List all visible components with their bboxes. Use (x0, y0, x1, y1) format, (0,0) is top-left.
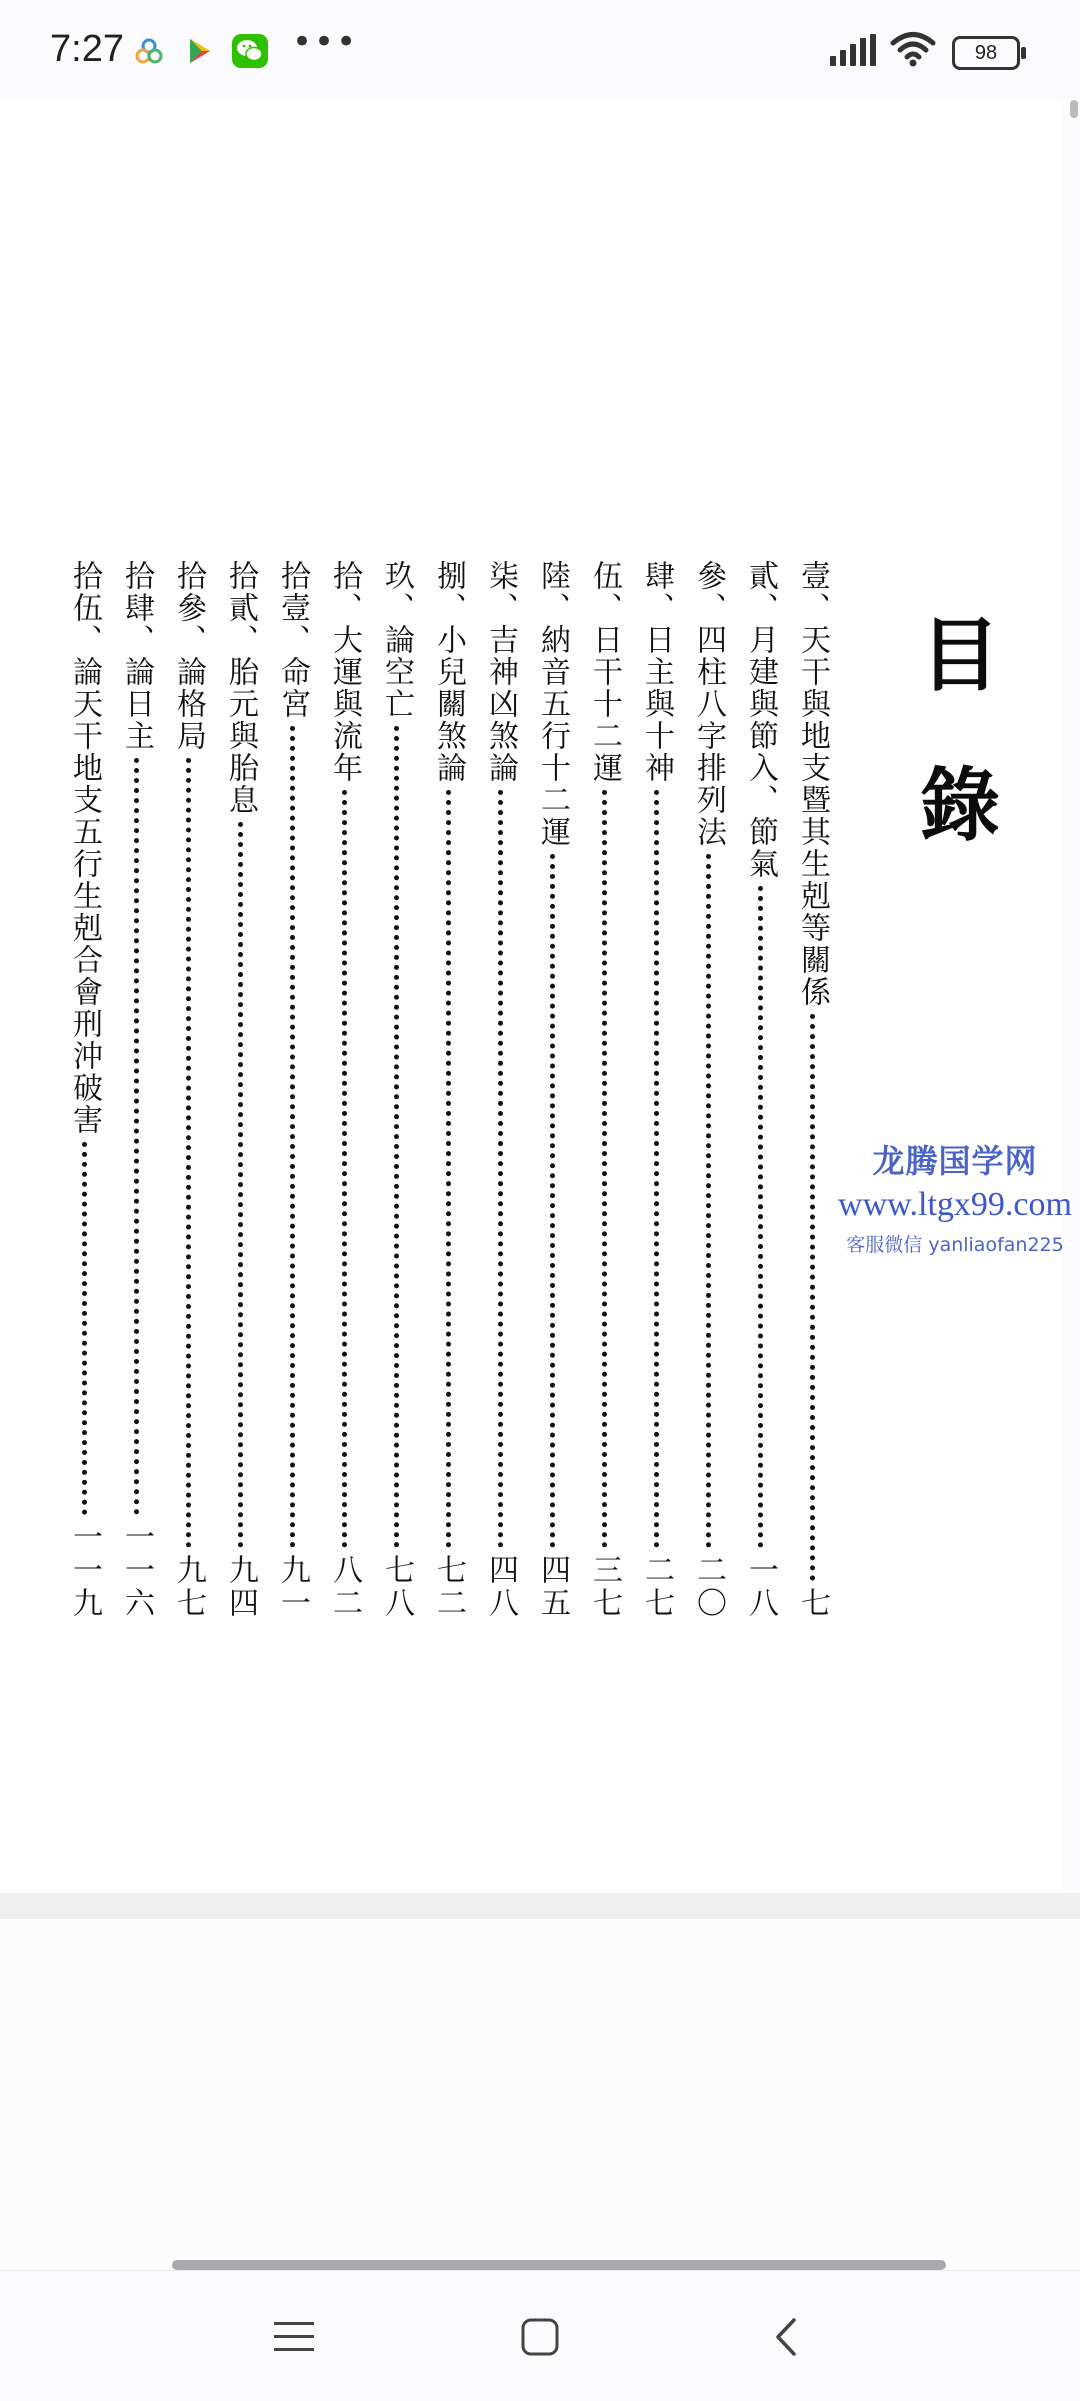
toc-entry-label: 拾參、論格局 (171, 560, 206, 752)
app-cluster-icon (134, 36, 164, 66)
table-of-contents (66, 560, 830, 1620)
dot-leader (134, 758, 139, 1515)
vertical-scrollbar[interactable] (1070, 100, 1078, 118)
back-button[interactable] (756, 2311, 816, 2367)
toc-entry-label: 壹、天干與地支暨其生剋等關係 (795, 560, 830, 1008)
wechat-icon (232, 34, 268, 68)
home-button[interactable] (510, 2311, 570, 2367)
toc-entry-page: 七八 (379, 1554, 414, 1620)
toc-entry-label: 肆、日主與十神 (639, 560, 674, 784)
dot-leader (290, 726, 295, 1548)
toc-entry[interactable] (482, 560, 518, 1620)
toc-entry-page: 八二 (327, 1554, 362, 1620)
dot-leader (342, 790, 347, 1548)
dot-leader (82, 1142, 87, 1515)
dot-leader (394, 726, 399, 1548)
system-navigation-bar (0, 2270, 1080, 2401)
watermark-url: www.ltgx99.com (838, 1186, 1072, 1223)
dot-leader (550, 854, 555, 1548)
dot-leader (706, 854, 711, 1548)
toc-entry[interactable] (378, 560, 414, 1620)
toc-entry-label: 陸、納音五行十二運 (535, 560, 570, 848)
next-document-page[interactable] (0, 1919, 1080, 2269)
menu-button[interactable] (264, 2311, 324, 2367)
toc-entry[interactable] (326, 560, 362, 1620)
back-icon (774, 2317, 798, 2361)
dot-leader (654, 790, 659, 1548)
home-icon (521, 2318, 559, 2360)
toc-entry[interactable] (222, 560, 258, 1620)
page-separator (0, 1893, 1080, 1919)
toc-entry-page: 七 (795, 1587, 830, 1620)
more-notifications-icon: ••• (292, 22, 359, 62)
toc-entry-page: 四五 (535, 1554, 570, 1620)
toc-entry-label: 參、四柱八字排列法 (691, 560, 726, 848)
toc-heading-char: 目 (920, 608, 1000, 702)
toc-entry-label: 玖、論空亡 (379, 560, 414, 720)
toc-entry-label: 拾貳、胎元與胎息 (223, 560, 258, 816)
toc-entry[interactable] (66, 560, 102, 1620)
dot-leader (602, 790, 607, 1548)
menu-icon (274, 2320, 314, 2358)
watermark-contact: 客服微信 yanliaofan225 (846, 1234, 1064, 1256)
wifi-icon (890, 30, 936, 72)
toc-entry[interactable] (794, 560, 830, 1620)
dot-leader (238, 822, 243, 1548)
toc-entry[interactable] (118, 560, 154, 1620)
toc-entry[interactable] (586, 560, 622, 1620)
toc-entry[interactable] (638, 560, 674, 1620)
play-store-icon (184, 36, 214, 66)
toc-entry-page: 二〇 (691, 1554, 726, 1620)
toc-entry[interactable] (274, 560, 310, 1620)
battery-icon: 98 (952, 36, 1020, 70)
toc-entry-label: 柒、吉神凶煞論 (483, 560, 518, 784)
toc-entry[interactable] (690, 560, 726, 1620)
dot-leader (758, 886, 763, 1548)
toc-entry-label: 拾肆、論日主 (119, 560, 154, 752)
toc-entry-label: 伍、日干十二運 (587, 560, 622, 784)
dot-leader (810, 1014, 815, 1581)
watermark-site-name: 龙腾国学网 (872, 1142, 1038, 1180)
toc-entry-page: 三七 (587, 1554, 622, 1620)
toc-entry-page: 一一六 (119, 1521, 154, 1620)
toc-entry-page: 二七 (639, 1554, 674, 1620)
status-time: 7:27 (50, 28, 124, 70)
toc-entry-page: 一八 (743, 1554, 778, 1620)
dot-leader (498, 790, 503, 1548)
toc-entry-page: 九一 (275, 1554, 310, 1620)
signal-icon (830, 34, 878, 70)
toc-entry-page: 九四 (223, 1554, 258, 1620)
toc-entry-label: 拾、大運與流年 (327, 560, 362, 784)
toc-entry-label: 拾伍、論天干地支五行生剋合會刑沖破害 (67, 560, 102, 1136)
toc-heading (905, 580, 1015, 880)
toc-entry[interactable] (170, 560, 206, 1620)
toc-heading-char: 錄 (920, 758, 1000, 852)
toc-entry[interactable] (430, 560, 466, 1620)
status-bar (0, 0, 1080, 100)
toc-entry[interactable] (534, 560, 570, 1620)
horizontal-scrollbar[interactable] (172, 2260, 946, 2270)
dot-leader (446, 790, 451, 1548)
toc-entry-label: 拾壹、命宮 (275, 560, 310, 720)
toc-entry-page: 九七 (171, 1554, 206, 1620)
dot-leader (186, 758, 191, 1548)
watermark (830, 1136, 1080, 1257)
toc-entry[interactable] (742, 560, 778, 1620)
toc-entry-page: 七二 (431, 1554, 466, 1620)
toc-entry-label: 捌、小兒關煞論 (431, 560, 466, 784)
toc-entry-label: 貳、月建與節入、節氣 (743, 560, 778, 880)
toc-entry-page: 一一九 (67, 1521, 102, 1620)
toc-entry-page: 四八 (483, 1554, 518, 1620)
